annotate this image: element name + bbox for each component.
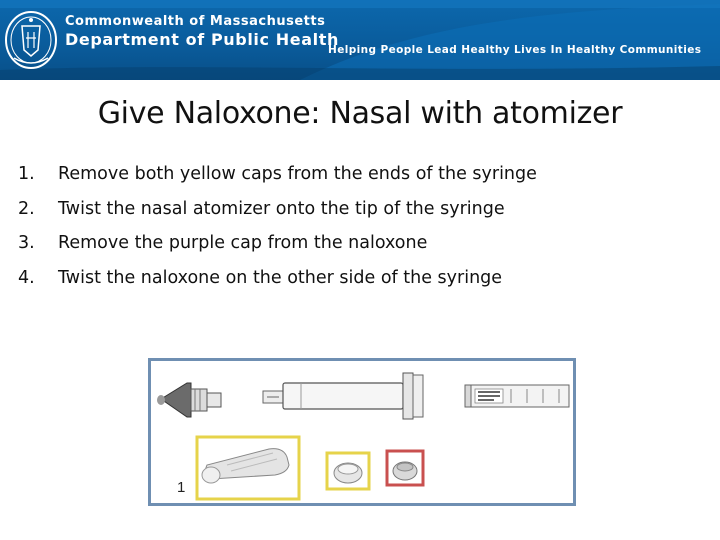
step-text: Remove the purple cap from the naloxone: [58, 233, 428, 253]
nasal-atomizer-icon: [157, 383, 221, 417]
naloxone-kit-figure: [148, 358, 576, 506]
purple-cap-icon: [387, 451, 423, 485]
steps-list: [18, 164, 537, 302]
slide-title: Give Naloxone: Nasal with atomizer: [97, 96, 623, 131]
step-text: Twist the naloxone on the other side of the syringe: [58, 267, 503, 288]
step-item: [18, 268, 537, 303]
org-name-line1: Commonwealth of Massachusetts: [65, 14, 326, 29]
step-text: Twist the nasal atomizer onto the tip of the syringe: [58, 198, 505, 219]
org-name-line2: Department of Public Health: [65, 30, 339, 49]
header-banner: [0, 0, 720, 80]
figure-label: 1: [177, 479, 186, 496]
naloxone-vial-icon: [465, 385, 569, 407]
massachusetts-seal-icon: [4, 10, 58, 70]
step-number: 3.: [18, 233, 35, 253]
step-number: 4.: [18, 267, 35, 288]
step-item: [18, 164, 537, 199]
org-tagline: Helping People Lead Healthy Lives In Healthy Communities: [328, 44, 702, 56]
step-text: Remove both yellow caps from the ends of the syringe: [58, 164, 537, 184]
step-item: [18, 233, 537, 268]
yellow-cap-long-icon: [197, 437, 299, 499]
yellow-cap-small-icon: [327, 453, 369, 489]
step-item: [18, 199, 537, 234]
kit-illustration: [151, 361, 573, 503]
step-number: 1.: [18, 164, 35, 184]
syringe-icon: [263, 373, 423, 419]
step-number: 2.: [18, 198, 35, 219]
